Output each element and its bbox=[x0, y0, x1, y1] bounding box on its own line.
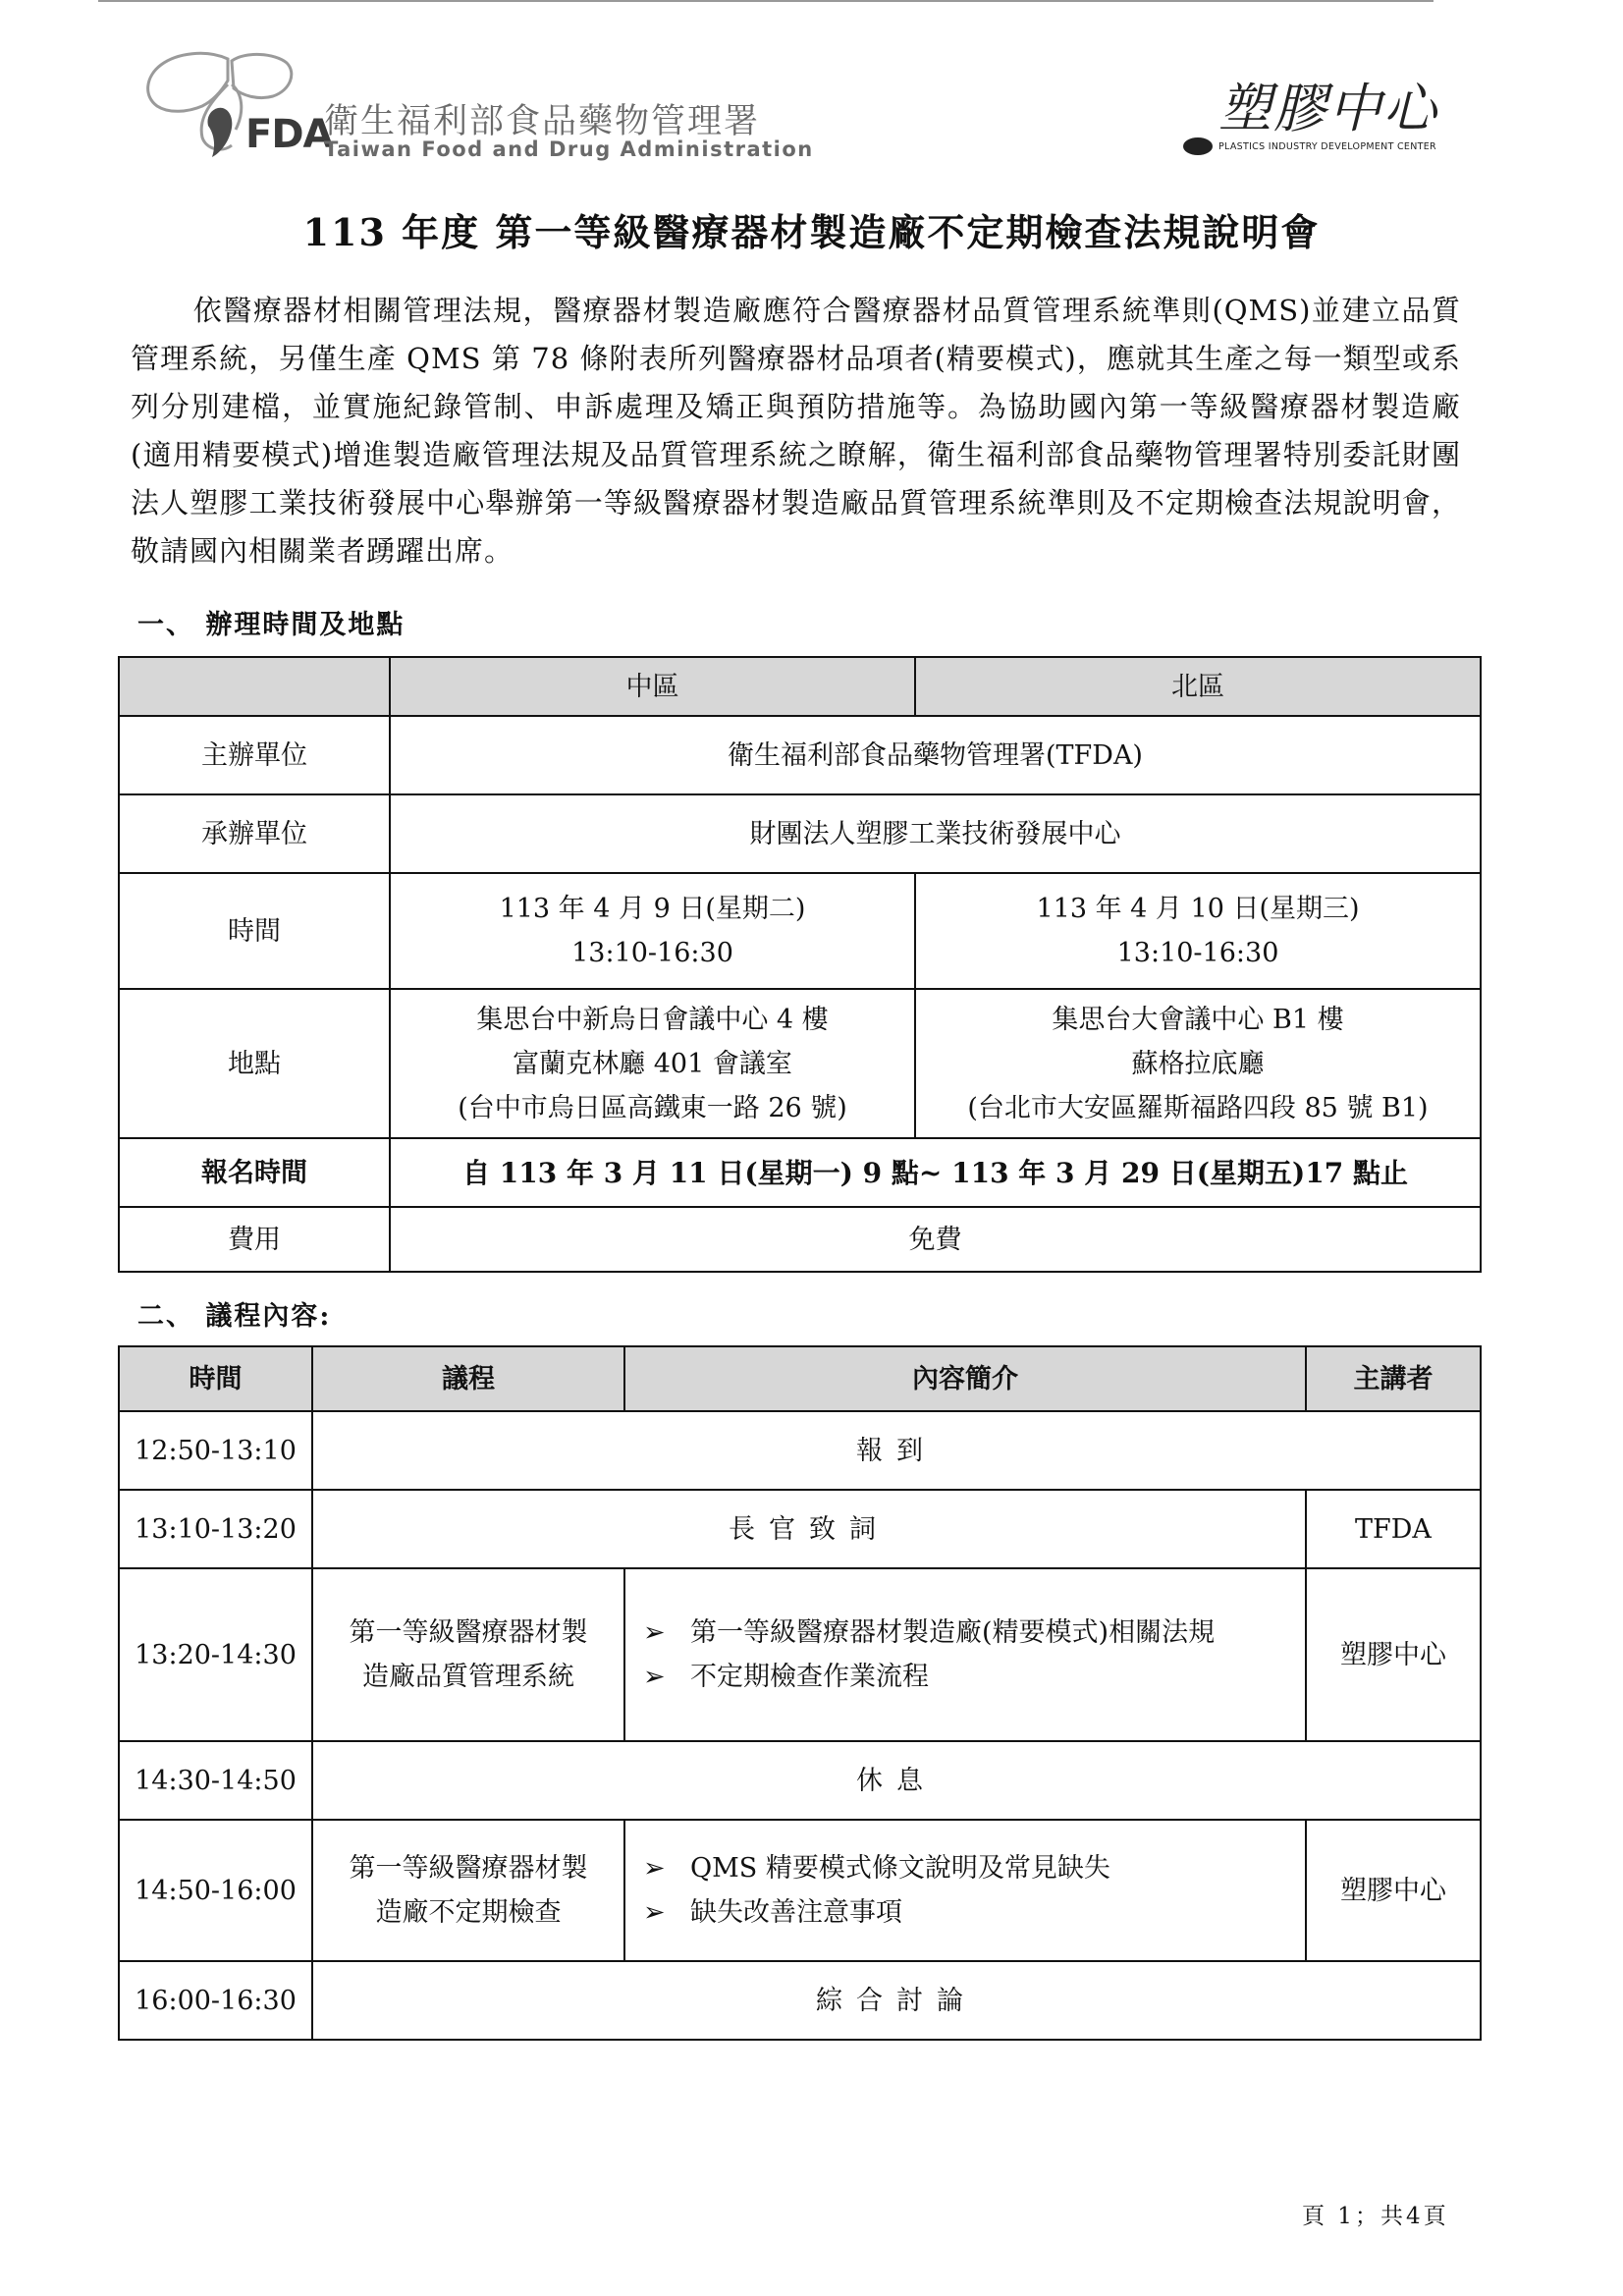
agenda-summary bbox=[624, 1568, 1306, 1741]
agenda-row bbox=[119, 1490, 1481, 1568]
list-item-text: 缺失改善注意事項 bbox=[690, 1897, 902, 1928]
agenda-summary bbox=[624, 1820, 1306, 1961]
registration-label: 報名時間 bbox=[119, 1138, 390, 1207]
pidc-emblem-icon bbox=[1183, 137, 1213, 155]
agenda-header-summary: 內容簡介 bbox=[624, 1346, 1306, 1411]
time-north-date: 113 年 4 月 10 日(星期三) bbox=[1036, 894, 1360, 924]
agenda-header-time: 時間 bbox=[119, 1346, 312, 1411]
arrow-bullet-icon: ➢ bbox=[643, 1617, 666, 1648]
fda-logo bbox=[137, 51, 825, 169]
agenda-row bbox=[119, 1411, 1481, 1490]
venue-central-line1: 集思台中新烏日會議中心 4 樓 bbox=[476, 1004, 829, 1035]
arrow-bullet-icon: ➢ bbox=[643, 1662, 666, 1692]
agenda-speaker: 塑膠中心 bbox=[1306, 1820, 1481, 1961]
agenda-topic-line1: 第一等級醫療器材製 bbox=[349, 1617, 588, 1648]
agenda-time: 12:50-13:10 bbox=[119, 1411, 312, 1490]
organizer-value: 衛生福利部食品藥物管理署(TFDA) bbox=[390, 716, 1481, 794]
intro-paragraph bbox=[131, 287, 1461, 575]
list-item-text: 第一等級醫療器材製造廠(精要模式)相關法規 bbox=[690, 1617, 1216, 1648]
agenda-table bbox=[118, 1345, 1482, 2041]
agenda-time: 14:30-14:50 bbox=[119, 1741, 312, 1820]
time-central-date: 113 年 4 月 9 日(星期二) bbox=[499, 894, 806, 924]
scan-top-edge bbox=[98, 0, 1434, 2]
venue-central-line3: (台中市烏日區高鐵東一路 26 號) bbox=[458, 1092, 847, 1123]
executor-value: 財團法人塑膠工業技術發展中心 bbox=[390, 794, 1481, 873]
venue-north-line1: 集思台大會議中心 B1 樓 bbox=[1052, 1004, 1344, 1035]
list-item bbox=[643, 1846, 1305, 1890]
agenda-activity: 綜合討論 bbox=[312, 1961, 1481, 2040]
agenda-speaker: 塑膠中心 bbox=[1306, 1568, 1481, 1741]
col-central: 中區 bbox=[390, 657, 915, 716]
arrow-bullet-icon: ➢ bbox=[643, 1897, 666, 1928]
arrow-bullet-icon: ➢ bbox=[643, 1853, 666, 1884]
agenda-activity: 報到 bbox=[312, 1411, 1481, 1490]
venue-table bbox=[118, 656, 1482, 1273]
agenda-activity: 休息 bbox=[312, 1741, 1481, 1820]
time-north-hours: 13:10-16:30 bbox=[1116, 938, 1279, 968]
section2-heading: 二、 議程內容: bbox=[137, 1301, 332, 1332]
agenda-activity: 長官致詞 bbox=[312, 1490, 1306, 1568]
agenda-time: 13:20-14:30 bbox=[119, 1568, 312, 1741]
executor-label: 承辦單位 bbox=[119, 794, 390, 873]
list-item-text: QMS 精要模式條文說明及常見缺失 bbox=[690, 1853, 1110, 1884]
agenda-header-topic: 議程 bbox=[312, 1346, 624, 1411]
venue-north bbox=[915, 989, 1481, 1138]
venue-central-line2: 富蘭克林廳 401 會議室 bbox=[513, 1048, 792, 1079]
agenda-time: 13:10-13:20 bbox=[119, 1490, 312, 1568]
registration-value: 自 113 年 3 月 11 日(星期一) 9 點~ 113 年 3 月 29 日(星期五)17 點止 bbox=[390, 1138, 1481, 1207]
agenda-topic-line1: 第一等級醫療器材製 bbox=[349, 1853, 588, 1884]
agenda-row bbox=[119, 1741, 1481, 1820]
agenda-time: 16:00-16:30 bbox=[119, 1961, 312, 2040]
document-title: 113 年度 第一等級醫療器材製造廠不定期檢查法規說明會 bbox=[302, 210, 1321, 254]
fda-name-en: Taiwan Food and Drug Administration bbox=[324, 137, 814, 161]
list-item bbox=[643, 1890, 1305, 1935]
agenda-topic-line2: 造廠不定期檢查 bbox=[375, 1897, 562, 1928]
agenda-header-speaker: 主講者 bbox=[1306, 1346, 1481, 1411]
fee-value: 免費 bbox=[390, 1207, 1481, 1272]
section1-heading: 一、 辦理時間及地點 bbox=[137, 610, 406, 640]
agenda-speaker: TFDA bbox=[1306, 1490, 1481, 1568]
agenda-row bbox=[119, 1568, 1481, 1741]
fda-mark: FDA bbox=[245, 112, 333, 157]
organizer-label: 主辦單位 bbox=[119, 716, 390, 794]
time-central-hours: 13:10-16:30 bbox=[571, 938, 733, 968]
fda-name-zh: 衛生福利部食品藥物管理署 bbox=[324, 102, 761, 141]
intro-text: 依醫療器材相關管理法規，醫療器材製造廠應符合醫療器材品質管理系統準則(QMS)並建立品質管理系統，另僅生產 QMS 第 78 條附表所列醫療器材品項者(精要模式)，應就其生產之每一類型或系列分別建檔，並實施紀錄管制、申訴處理及矯正與預防措施等。為協助國內第一等級醫療器材製造廠(適用精要模式)增進製造廠管理法規及品質管理系統之瞭解，衛生福利部食品藥物管理署特別委託財團法人塑膠工業技術發展中心舉辦第一等級醫療器材製造廠品質管理系統準則及不定期檢查法規說明會，敬請國內相關業者踴躍出席。 bbox=[131, 294, 1461, 568]
agenda-row bbox=[119, 1820, 1481, 1961]
agenda-topic-line2: 造廠品質管理系統 bbox=[362, 1662, 574, 1692]
venue-label: 地點 bbox=[119, 989, 390, 1138]
list-item-text: 不定期檢查作業流程 bbox=[690, 1662, 929, 1692]
list-item bbox=[643, 1655, 1305, 1699]
fee-label: 費用 bbox=[119, 1207, 390, 1272]
col-north: 北區 bbox=[915, 657, 1481, 716]
venue-north-line2: 蘇格拉底廳 bbox=[1131, 1048, 1265, 1079]
agenda-row bbox=[119, 1961, 1481, 2040]
pidc-logo bbox=[1183, 67, 1448, 165]
pidc-name-en: PLASTICS INDUSTRY DEVELOPMENT CENTER bbox=[1218, 141, 1436, 152]
venue-central bbox=[390, 989, 915, 1138]
pidc-name-zh: 塑膠中心 bbox=[1218, 78, 1438, 139]
time-north bbox=[915, 873, 1481, 989]
agenda-time: 14:50-16:00 bbox=[119, 1820, 312, 1961]
agenda-topic bbox=[312, 1820, 624, 1961]
time-label: 時間 bbox=[119, 873, 390, 989]
agenda-topic bbox=[312, 1568, 624, 1741]
venue-north-line3: (台北市大安區羅斯福路四段 85 號 B1) bbox=[967, 1092, 1429, 1123]
venue-table-corner bbox=[119, 657, 390, 716]
time-central bbox=[390, 873, 915, 989]
page-number: 頁 1；共4頁 bbox=[1302, 2204, 1449, 2229]
list-item bbox=[643, 1611, 1305, 1655]
